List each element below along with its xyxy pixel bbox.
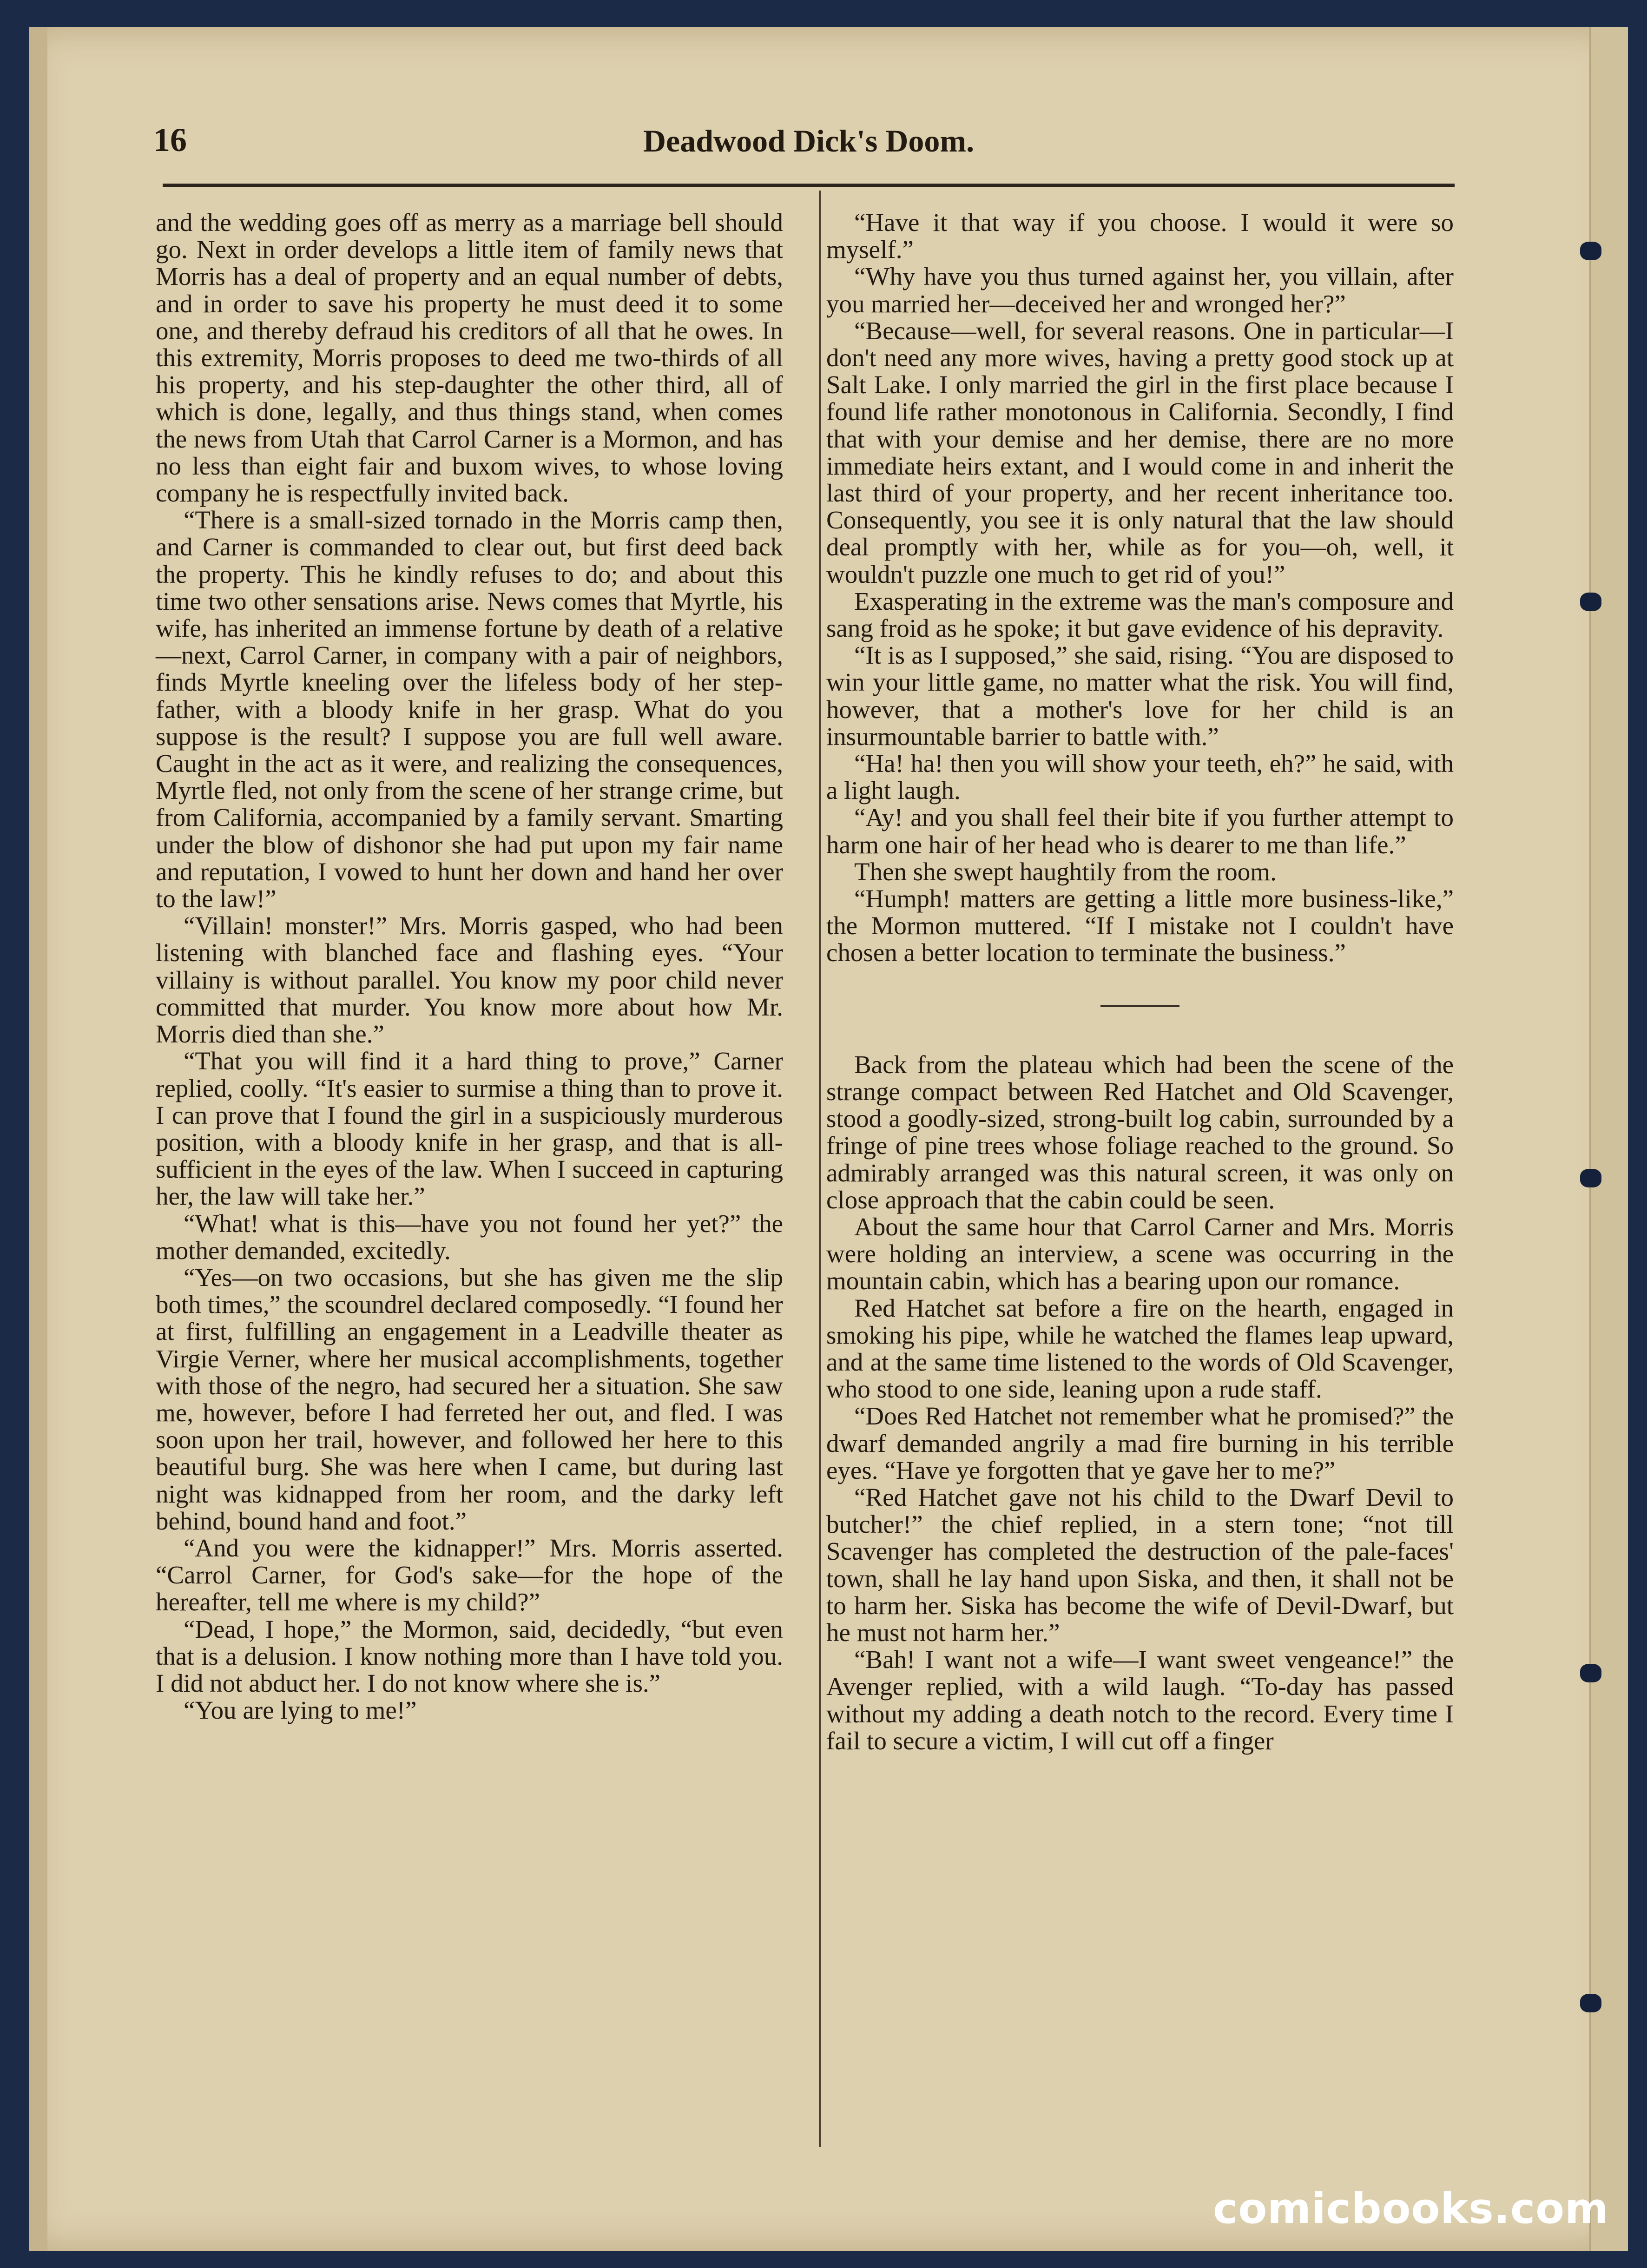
paragraph: Then she swept haughtily from the room.	[854, 857, 1277, 886]
page-number: 16	[153, 121, 187, 158]
right-column	[826, 209, 1454, 1754]
paragraph: “Does Red Hatchet not remember what he promised?” the dwarf demanded angrily a mad fire burning in his terrible eyes. “Have ye forgotten that ye gave her to me?”	[826, 1402, 1454, 1484]
paragraph: “Why have you thus turned against her, you villain, after you married her—deceived her and wronged her?”	[826, 262, 1454, 318]
paragraph: “Ha! ha! then you will show your teeth, eh?” he said, with a light laugh.	[826, 749, 1454, 805]
paragraph: Back from the plateau which had been the scene of the strange compact between Red Hatchet and Old Scavenger, stood a goodly-sized, strong-built log cabin, surrounded by a fringe of pine trees whose foliage reached to the ground. So admirably arranged was this natural screen, it was only on close approach that the cabin could be seen.	[826, 1050, 1454, 1214]
paragraph: “You are lying to me!”	[184, 1696, 417, 1725]
binding-hole	[1580, 242, 1601, 260]
binding-hole	[1580, 1169, 1601, 1187]
binding-hole	[1580, 1994, 1601, 2012]
paragraph: “Dead, I hope,” the Mormon, said, decidedly, “but even that is a delusion. I know nothing more than I have told you. I did not abduct her. I do not know where she is.”	[156, 1615, 783, 1697]
paragraph: “Villain! monster!” Mrs. Morris gasped, who had been listening with blanched face and flashing eyes. “Your villainy is without parallel. You know my poor child never committed that murder. You know more about how Mr. Morris died than she.”	[156, 911, 783, 1048]
running-header	[153, 121, 1464, 177]
paragraph: “What! what is this—have you not found her yet?” the mother demanded, excitedly.	[156, 1209, 783, 1265]
paragraph: “Ay! and you shall feel their bite if you further attempt to harm one hair of her head who is dearer to me than life.”	[826, 803, 1454, 859]
paragraph: “That you will find it a hard thing to prove,” Carner replied, coolly. “It's easier to surmise a thing than to prove it. I can prove that I found the girl in a suspiciously murderous position, with a bloody knife in her grasp, and that is all-sufficient in the eyes of the law. When I succeed in capturing her, the law will take her.”	[156, 1047, 783, 1211]
paragraph: “Yes—on two occasions, but she has given me the slip both times,” the scoundrel declared composedly. “I found her at first, fulfilling an engagement in a Leadville theater as Virgie Verner, where her musical accomplishments, together with those of the negro, had secured her a situation. She saw me, however, before I had ferreted her out, and fled. I was soon upon her trail, however, and followed her here to this beautiful burg. She was here when I came, but during last night was kidnapped from her room, and the darky left behind, bound hand and foot.”	[156, 1263, 783, 1535]
page-binding-edge	[29, 27, 47, 2251]
paragraph: “Bah! I want not a wife—I want sweet vengeance!” the Avenger replied, with a wild laugh. “To-day has passed without my adding a death notch to the record. Every time I fail to secure a victim, I will cut off a finger	[826, 1645, 1454, 1755]
paragraph: “Because—well, for several reasons. One in particular—I don't need any more wives, having a pretty good stock up at Salt Lake. I only married the girl in the first place because I found life rather monotonous in California. Secondly, I find that with your demise and her demise, there are no more immediate heirs extant, and I would come in and inherit the last third of your property, and her recent inheritance too. Consequently, you see it is only natural that the law should deal promptly with her, while as for you—oh, well, it wouldn't puzzle one much to get rid of you!”	[826, 316, 1454, 588]
paragraph: Exasperating in the extreme was the man's composure and sang froid as he spoke; it but gave evidence of his depravity.	[826, 587, 1454, 643]
header-rule	[163, 184, 1455, 187]
binding-hole	[1580, 1664, 1601, 1682]
watermark: comicbooks.com	[1213, 2184, 1609, 2233]
column-divider	[819, 191, 821, 2147]
paragraph: “Humph! matters are getting a little more business-like,” the Mormon muttered. “If I mistake not I couldn't have chosen a better location to terminate the business.”	[826, 884, 1454, 967]
running-title: Deadwood Dick's Doom.	[643, 123, 975, 158]
paragraph: About the same hour that Carrol Carner and Mrs. Morris were holding an interview, a scene was occurring in the mountain cabin, which has a bearing upon our romance.	[826, 1212, 1454, 1295]
left-column	[156, 209, 783, 1724]
paragraph: “And you were the kidnapper!” Mrs. Morris asserted. “Carrol Carner, for God's sake—for the hope of the hereafter, tell me where is my child?”	[156, 1533, 783, 1616]
paragraph: Red Hatchet sat before a fire on the hearth, engaged in smoking his pipe, while he watched the flames leap upward, and at the same time listened to the words of Old Scavenger, who stood to one side, leaning upon a rude staff.	[826, 1293, 1454, 1404]
paragraph: and the wedding goes off as merry as a marriage bell should go. Next in order develops a little item of family news that Morris has a deal of property and an equal number of debts, and in order to save his property he must deed it to some one, and thereby defraud his creditors of all that he owes. In this extremity, Morris proposes to deed me two-thirds of all his property, and his step-daughter the other third, all of which is done, legally, and thus things stand, when comes the news from Utah that Carrol Carner is a Mormon, and has no less than eight fair and buxom wives, to whose loving company he is respectfully invited back.	[156, 208, 783, 508]
paragraph: “Have it that way if you choose. I would it were so myself.”	[826, 208, 1454, 264]
paragraph: “Red Hatchet gave not his child to the Dwarf Devil to butcher!” the chief replied, in a stern tone; “not till Scavenger has completed the destruction of the pale-faces' town, shall he lay hand upon Siska, and then, it shall not be to harm her. Siska has become the wife of Devil-Dwarf, but he must not harm her.”	[826, 1483, 1454, 1647]
paragraph: “It is as I supposed,” she said, rising. “You are disposed to win your little game, no matter what the risk. You will find, however, that a mother's love for her child is an insurmountable barrier to battle with.”	[826, 641, 1454, 751]
page-fore-edge	[1589, 27, 1628, 2251]
paragraph: “There is a small-sized tornado in the Morris camp then, and Carner is commanded to clear out, but first deed back the property. This he kindly refuses to do; and about this time two other sensations arise. News comes that Myrtle, his wife, has inherited an immense fortune by death of a relative—next, Carrol Carner, in company with a pair of neighbors, finds Myrtle kneeling over the lifeless body of her step-father, with a bloody knife in her grasp. What do you suppose is the result? I suppose you are full well aware. Caught in the act as it were, and realizing the consequences, Myrtle fled, not only from the scene of her strange crime, but from California, accompanied by a family servant. Smarting under the blow of dishonor she had put upon my fair name and reputation, I vowed to hunt her down and hand her over to the law!”	[156, 506, 783, 913]
binding-hole	[1580, 593, 1601, 611]
section-break-rule	[1100, 1005, 1179, 1007]
